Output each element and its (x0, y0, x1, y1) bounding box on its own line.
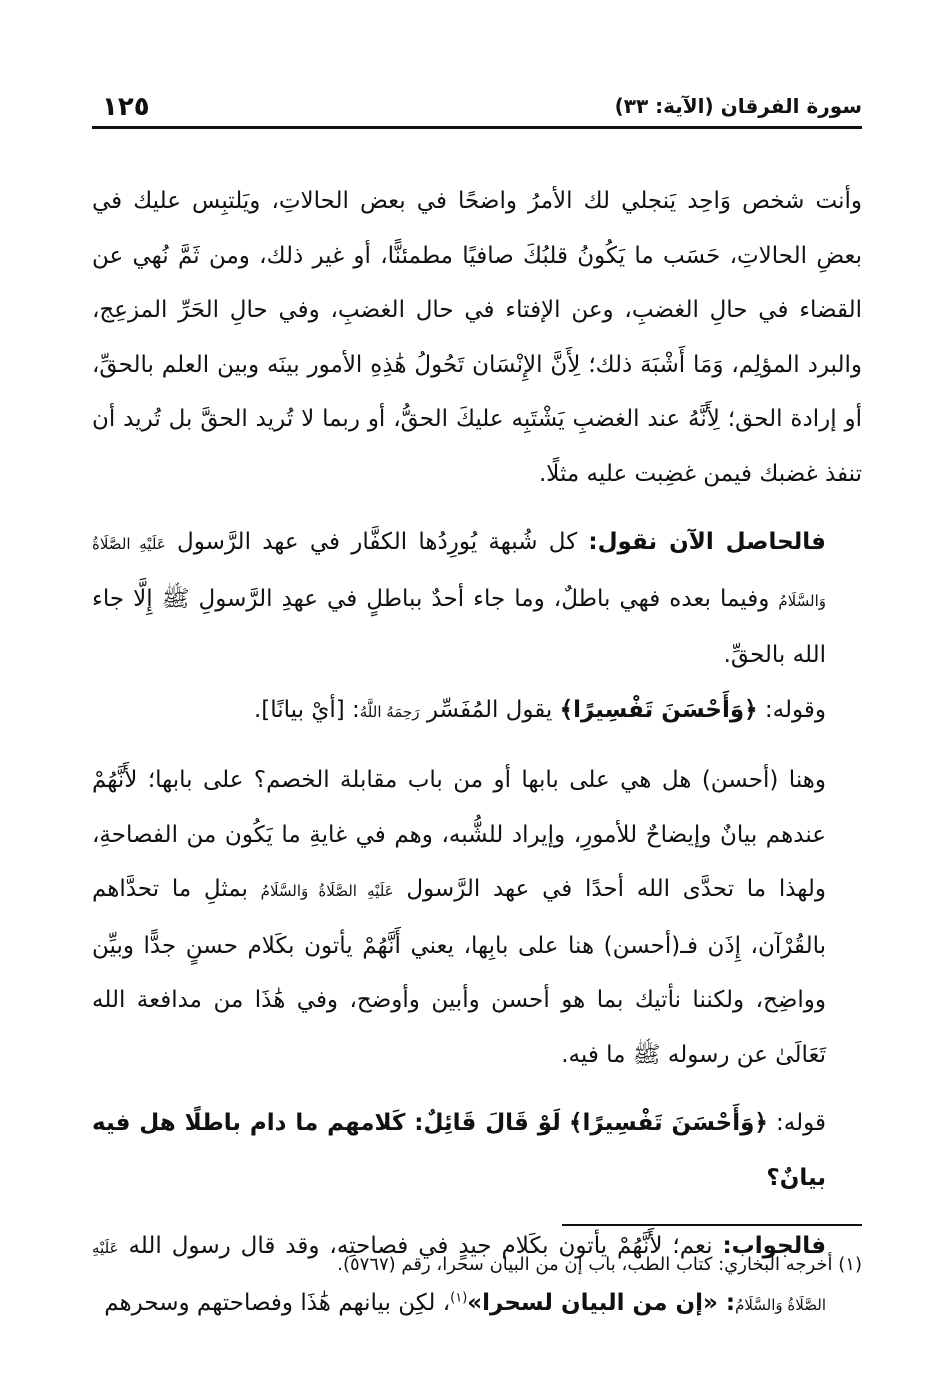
paragraph-1 (92, 174, 862, 501)
paragraph-3-lead: وقوله: (764, 696, 826, 723)
paragraph-6-part1: نعم؛ لأَنَّهُمْ يأتون بكَلام جيدٍ في فصاحتِه، وقد قال رسول الله (128, 1233, 713, 1259)
honorific-salah: عَلَيْهِ الصَّلَاةُ وَالسَّلَامُ (92, 535, 826, 610)
footnote: (١) أخرجه البخاري: كتاب الطب، باب إن من البيان سحرا، رقم (٥٧٦٧). (337, 1254, 862, 1275)
paragraph-5-part1: لَوْ قَالَ قَائِلٌ: كَلامهم ما دام باطلًا هل فيه بيانٌ؟ (92, 1110, 826, 1191)
paragraph-3 (92, 683, 862, 740)
footnote-reference: (١) (450, 1289, 468, 1305)
running-title: سورة الفرقان (الآية: ٣٣) (614, 94, 862, 118)
paragraph-4-part2: بمثلِ ما تحدَّاهم بالقُرْآن، إِذَن فـ(أحسن) هنا على بابِها، يعني أَنَّهُمْ يأتون بكَلام حسنٍ جدًّا وبيِّن وواضِح، ولكننا نأتيك بما هو أحسن وأبين وأوضح، وفي هَٰذَا من مدافعة الله تَعَالَىٰ عن رسوله ﷺ ما فيه. (92, 876, 826, 1068)
header-rule (92, 126, 862, 129)
paragraph-2 (92, 515, 862, 683)
paragraph-2-part2: وفيما بعده فهي باطلٌ، وما جاء أحدٌ بباطلٍ في عهدِ الرَّسولِ ﷺ إِلَّا جاء الله بالحقِّ. (92, 585, 826, 668)
paragraph-5-lead: قوله: (776, 1110, 827, 1136)
paragraph-2-lead: فالحاصل الآن نقول: (588, 529, 826, 555)
paragraph-3-part1: يقول المُفَسِّر (426, 696, 553, 723)
paragraph-6-lead: فالجواب: (722, 1233, 827, 1259)
honorific-rahimahullah: رَحِمَهُ اللَّهُ (359, 702, 420, 721)
page-number: ١٢٥ (102, 92, 150, 122)
footnote-rule (562, 1224, 862, 1226)
paragraph-4 (92, 753, 862, 1082)
page-header (92, 88, 862, 128)
honorific-salah: عَلَيْهِ الصَّلَاةُ وَالسَّلَامُ (92, 1239, 826, 1314)
paragraph-2-part1: كل شُبهة يُورِدُها الكفَّار في عهد الرَّسول (177, 529, 578, 555)
honorific-salah: عَلَيْهِ الصَّلَاةُ وَالسَّلَامُ (260, 882, 394, 900)
main-text (92, 174, 862, 1332)
quran-quote: ﴿وَأَحْسَنَ تَفْسِيرًا﴾ (559, 696, 758, 723)
paragraph-6-part3: ، لكِن بيانهم هَٰذَا وفصاحتهم وسحرهم (104, 1289, 451, 1316)
quran-quote: ﴿وَأَحْسَنَ تَفْسِيرًا﴾ (568, 1110, 768, 1136)
paragraph-4-part1: وهنا (أحسن) هل هي على بابها أو من باب مقابلة الخصم؟ على بابها؛ لأَنَّهُمْ عندهم بيانٌ وإيضاحٌ للأمورِ، وإيراد للشُّبه، وهم في غايةِ ما يَكُون من الفصاحةِ، ولهذا ما تحدَّى الله أحدًا في عهد الرَّسول (92, 767, 827, 902)
paragraph-5 (92, 1096, 862, 1205)
paragraph-3-part2: : [أيْ بيانًا]. (253, 696, 360, 723)
paragraph-1-text: وأنت شخص وَاحِد يَنجلي لك الأمرُ واضحًا في بعض الحالاتِ، ويَلتبِس عليك في بعضِ الحالاتِ، حَسَب ما يَكُونُ قلبُكَ صافيًا مطمئنًّا، أو غير ذلك، ومن ثَمَّ نُهي عن القضاء في حالِ الغضبِ، وعن الإفتاء في حال الغضبِ، وفي حالِ الحَرِّ المزعِج، والبرد المؤلِم، وَمَا أَشْبَهَ ذلك؛ لِأَنَّ الإِنْسَان تَحُولُ هَٰذِهِ الأمور بينَه وبين العلم بالحقِّ، أو إرادة الحق؛ لِأَنَّهُ عند الغضبِ يَشْتَبِه عليكَ الحقُّ، أو ربما لا تُريد الحقَّ بل تُريد أن تنفذ غضبك فيمن غضِبت عليه مثلًا. (92, 188, 862, 487)
hadith-quote: : «إن من البيان لسحرا» (467, 1289, 736, 1316)
